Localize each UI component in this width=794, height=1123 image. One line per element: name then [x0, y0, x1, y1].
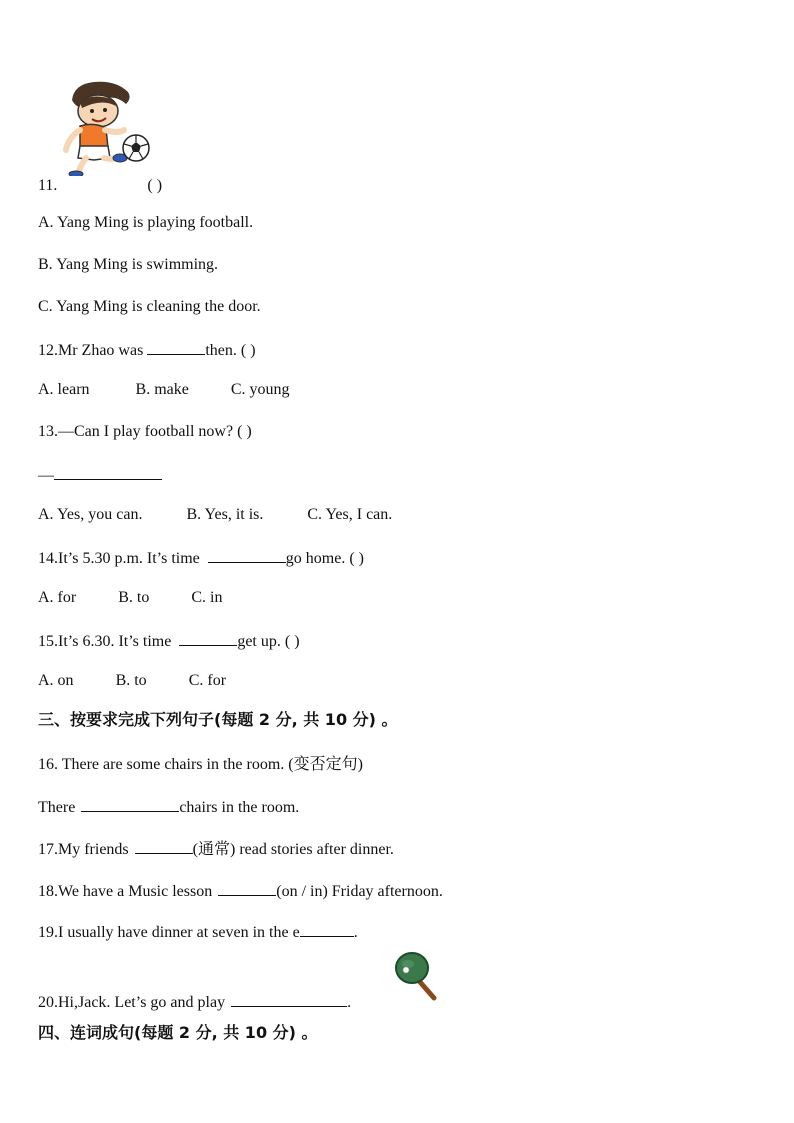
question-18-text-after: (on / in) Friday afternoon.	[276, 883, 443, 900]
question-11-option-a: A. Yang Ming is playing football.	[38, 214, 254, 231]
question-17	[38, 838, 394, 860]
question-15-option-b: B. to	[115, 672, 147, 689]
question-14	[38, 547, 364, 569]
question-11-option-c: C. Yang Ming is cleaning the door.	[38, 298, 261, 315]
question-15-text-after: get up. ( )	[237, 633, 300, 650]
question-15-option-c: C. for	[188, 672, 227, 689]
question-15-blank[interactable]	[179, 630, 237, 646]
question-17-blank[interactable]	[135, 838, 193, 854]
question-12-blank[interactable]	[147, 339, 205, 355]
question-19-text-after: .	[353, 924, 358, 941]
question-13-stem: 13.—Can I play football now? ( )	[38, 423, 252, 440]
question-15-options	[38, 671, 226, 691]
question-13-dash: —	[38, 467, 54, 484]
question-12-options	[38, 380, 290, 400]
question-17-text-after: (通常) read stories after dinner.	[192, 841, 394, 858]
question-13-option-b: B. Yes, it is.	[186, 506, 264, 523]
question-16-answer-after: chairs in the room.	[179, 799, 300, 816]
question-18	[38, 880, 443, 902]
question-19-blank[interactable]	[300, 921, 354, 937]
question-16-answer-line	[38, 796, 299, 818]
question-11	[38, 176, 162, 196]
question-18-blank[interactable]	[218, 880, 276, 896]
question-12-option-a: A. learn	[38, 381, 90, 398]
question-20	[38, 991, 351, 1013]
question-18-text-before: 18.We have a Music lesson	[38, 883, 213, 900]
question-19-text-before: 19.I usually have dinner at seven in the e	[38, 924, 300, 941]
question-13-options	[38, 505, 392, 525]
question-14-option-c: C. in	[191, 589, 223, 606]
question-16-stem: 16. There are some chairs in the room. (变否定句)	[38, 756, 363, 773]
question-14-options	[38, 588, 222, 608]
question-15-option-a: A. on	[38, 672, 74, 689]
question-15	[38, 630, 300, 652]
question-14-blank[interactable]	[208, 547, 286, 563]
question-11-number: 11.	[38, 177, 58, 194]
question-13-blank[interactable]	[54, 464, 162, 480]
question-14-option-b: B. to	[118, 589, 150, 606]
question-12-text-before: 12.Mr Zhao was	[38, 342, 144, 359]
question-16-blank[interactable]	[81, 796, 179, 812]
question-12-option-c: C. young	[230, 381, 290, 398]
section-3-heading: 三、按要求完成下列句子(每题 2 分, 共 10 分) 。	[38, 710, 398, 729]
section-4-heading: 四、连词成句(每题 2 分, 共 10 分) 。	[38, 1023, 318, 1042]
question-20-blank[interactable]	[231, 991, 347, 1007]
question-14-option-a: A. for	[38, 589, 77, 606]
question-12-text-after: then. ( )	[205, 342, 256, 359]
question-20-text-before: 20.Hi,Jack. Let’s go and play	[38, 994, 226, 1011]
question-13-option-a: A. Yes, you can.	[38, 506, 143, 523]
question-14-text-after: go home. ( )	[285, 550, 364, 567]
question-12	[38, 339, 256, 361]
question-19	[38, 921, 358, 943]
boy-kicking-football-image	[58, 78, 158, 176]
question-13-option-c: C. Yes, I can.	[307, 506, 393, 523]
question-16-answer-before: There	[38, 799, 76, 816]
question-20-text-after: .	[347, 994, 352, 1011]
question-13-answer-line	[38, 464, 162, 486]
question-17-text-before: 17.My friends	[38, 841, 129, 858]
question-11-answer-bracket: ( )	[147, 177, 163, 194]
question-15-text-before: 15.It’s 6.30. It’s time	[38, 633, 172, 650]
ping-pong-paddle-image	[390, 950, 442, 1002]
question-11-option-b: B. Yang Ming is swimming.	[38, 256, 219, 273]
question-12-option-b: B. make	[135, 381, 189, 398]
question-14-text-before: 14.It’s 5.30 p.m. It’s time	[38, 550, 200, 567]
